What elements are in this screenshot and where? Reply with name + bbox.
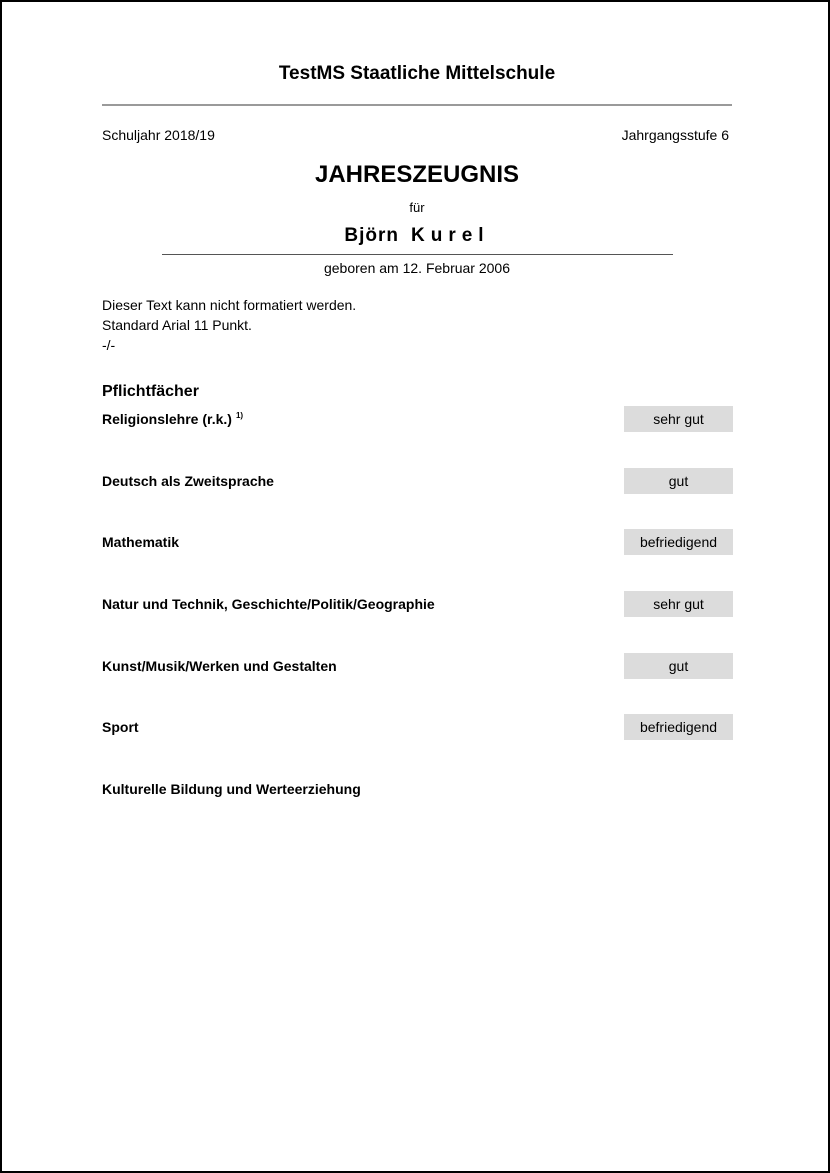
free-text-line: Dieser Text kann nicht formatiert werden.: [102, 297, 357, 313]
subject-row-art-music: [102, 653, 733, 679]
subject-row-german: [102, 468, 733, 494]
section-title-mandatory-subjects: Pflichtfächer: [102, 383, 199, 400]
grade-level: Jahrgangsstufe 6: [621, 127, 729, 143]
student-last-name: Kurel: [411, 225, 490, 246]
grade-field: befriedigend: [624, 714, 733, 740]
subject-name: Natur und Technik, Geschichte/Politik/Geographie: [102, 596, 435, 612]
name-underline: [162, 254, 673, 255]
grade-field: gut: [624, 653, 733, 679]
subject-row-cultural-education: [102, 776, 733, 802]
footnote-marker: 1): [235, 411, 244, 420]
grade-field: sehr gut: [624, 591, 733, 617]
free-text-line: -/-: [102, 337, 116, 353]
subject-name: Religionslehre (r.k.) $^{1)}$: [102, 411, 244, 427]
subject-row-religion: [102, 406, 733, 432]
for-label: für: [409, 200, 425, 215]
school-name: TestMS Staatliche Mittelschule: [278, 63, 556, 84]
free-text-block: [102, 295, 356, 355]
subject-row-sport: [102, 714, 733, 740]
grade-field: gut: [624, 468, 733, 494]
subject-row-nature-technology: [102, 591, 733, 617]
free-text-line: Standard Arial 11 Punkt.: [102, 317, 252, 333]
birth-date: geboren am 12. Februar 2006: [323, 260, 510, 276]
subject-name: Sport: [102, 719, 139, 735]
school-year: Schuljahr 2018/19: [102, 127, 215, 143]
grade-field: sehr gut: [624, 406, 733, 432]
subject-row-math: [102, 529, 733, 555]
document-title: JAHRESZEUGNIS: [314, 161, 520, 188]
subject-name: Deutsch als Zweitsprache: [102, 473, 274, 489]
grade-field: befriedigend: [624, 529, 733, 555]
subject-name: Kunst/Musik/Werken und Gestalten: [102, 658, 337, 674]
student-first-name: Björn: [344, 225, 400, 246]
student-name: [2, 225, 830, 247]
header-divider: [102, 104, 732, 106]
subject-name: Mathematik: [102, 534, 180, 550]
subject-name: Kulturelle Bildung und Werteerziehung: [102, 781, 361, 797]
